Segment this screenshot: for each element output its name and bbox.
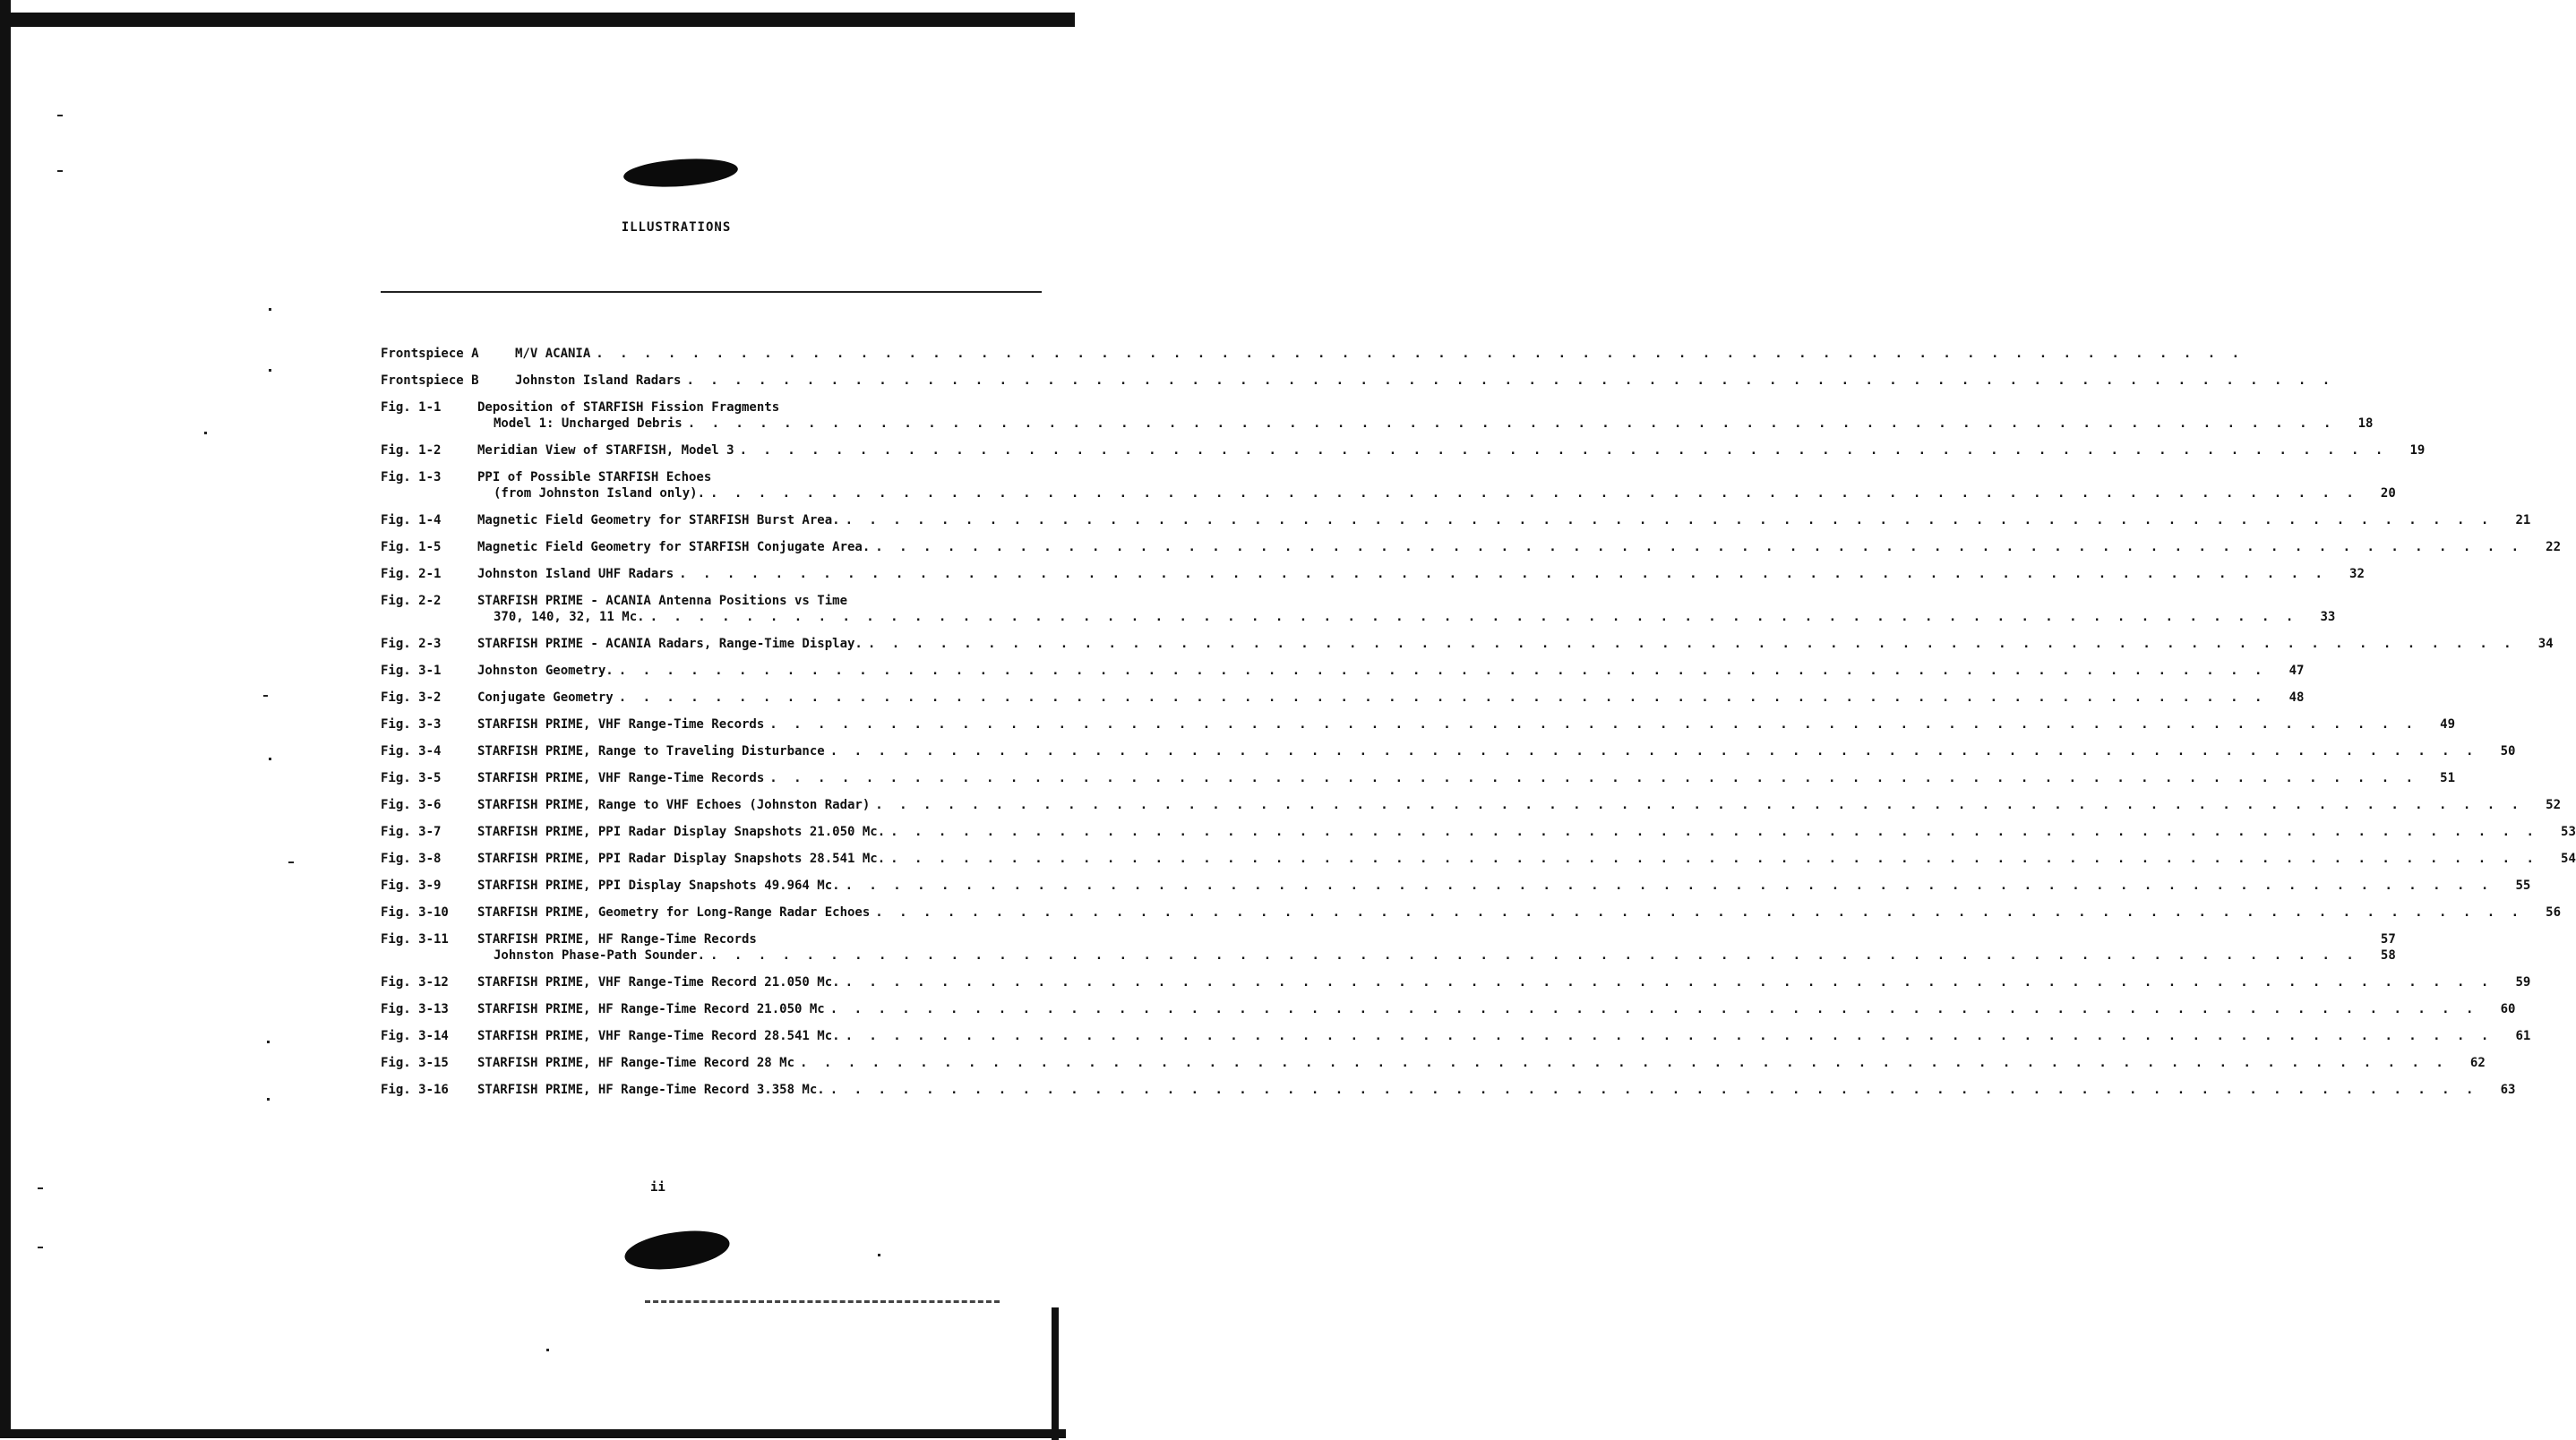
page-ref: 54 bbox=[2561, 852, 2576, 866]
scan-artifact-line bbox=[645, 1300, 1000, 1303]
page-ref: 57 bbox=[2380, 932, 2396, 947]
figure-label: Fig. 3-4 bbox=[381, 744, 442, 759]
dot-leader bbox=[830, 743, 2478, 759]
dot-leader bbox=[890, 851, 2538, 867]
figure-label: Fig. 3-15 bbox=[381, 1056, 449, 1070]
scan-speck bbox=[57, 170, 63, 172]
page-heading: ILLUSTRATIONS bbox=[621, 220, 732, 235]
heading-rule bbox=[381, 291, 1042, 293]
scan-speck bbox=[878, 1254, 880, 1256]
page-ref: 61 bbox=[2515, 1029, 2531, 1043]
figure-label: Fig. 3-10 bbox=[381, 905, 449, 920]
list-item bbox=[381, 824, 2576, 840]
page-ref: 58 bbox=[2380, 948, 2396, 963]
dot-leader bbox=[846, 512, 2494, 528]
dot-leader bbox=[596, 346, 2244, 362]
dot-leader bbox=[710, 485, 2358, 501]
list-item bbox=[381, 770, 2456, 786]
page-ref: 63 bbox=[2500, 1083, 2516, 1097]
list-item bbox=[381, 1055, 2486, 1071]
figure-label: Fig. 3-14 bbox=[381, 1029, 449, 1043]
dot-leader bbox=[769, 770, 2417, 786]
figure-label: Frontspiece B bbox=[381, 373, 479, 388]
list-item bbox=[381, 593, 2336, 625]
figure-label: Fig. 3-7 bbox=[381, 825, 442, 839]
dot-leader bbox=[875, 797, 2523, 813]
scan-border-left bbox=[0, 0, 11, 1433]
dot-leader bbox=[846, 974, 2494, 990]
page-ref: 55 bbox=[2515, 879, 2531, 893]
list-item bbox=[381, 904, 2562, 921]
list-item bbox=[381, 539, 2562, 555]
figure-caption: STARFISH PRIME, VHF Range-Time Record 28.541 Mc. bbox=[477, 1029, 840, 1043]
page-ref: 47 bbox=[2288, 664, 2305, 678]
dot-leader bbox=[619, 663, 2267, 679]
page-ref: 19 bbox=[2409, 443, 2426, 458]
redaction-mark-top bbox=[623, 156, 739, 191]
scan-speck bbox=[269, 369, 271, 372]
figure-caption: STARFISH PRIME - ACANIA Radars, Range-Time Display. bbox=[477, 637, 863, 651]
list-item bbox=[381, 1001, 2516, 1017]
scan-speck bbox=[269, 308, 271, 311]
dot-leader bbox=[740, 442, 2388, 459]
list-item bbox=[381, 690, 2305, 706]
redaction-mark-bottom bbox=[623, 1225, 732, 1275]
scan-speck bbox=[267, 1041, 270, 1043]
page-ref: 22 bbox=[2546, 540, 2562, 554]
list-item bbox=[381, 663, 2305, 679]
page-number: ii bbox=[650, 1180, 665, 1195]
page-ref: 51 bbox=[2440, 771, 2456, 785]
list-item bbox=[381, 931, 2396, 964]
page-ref: 53 bbox=[2561, 825, 2576, 839]
figure-caption: Meridian View of STARFISH, Model 3 bbox=[477, 443, 734, 458]
dot-leader bbox=[875, 904, 2523, 921]
list-item bbox=[381, 716, 2456, 733]
figure-label: Frontspiece A bbox=[381, 347, 479, 361]
figure-caption: STARFISH PRIME, VHF Range-Time Records bbox=[477, 717, 765, 732]
scan-speck bbox=[269, 758, 271, 760]
figure-caption: STARFISH PRIME, VHF Range-Time Records bbox=[477, 771, 765, 785]
dot-leader bbox=[769, 716, 2417, 733]
figure-caption: STARFISH PRIME - ACANIA Antenna Positions vs Time bbox=[477, 594, 848, 608]
page-ref: 48 bbox=[2288, 690, 2305, 705]
list-item bbox=[381, 469, 2396, 501]
figure-caption: STARFISH PRIME, PPI Radar Display Snapshots 21.050 Mc. bbox=[477, 825, 886, 839]
list-item bbox=[381, 636, 2554, 652]
figure-caption: Model 1: Uncharged Debris bbox=[494, 416, 683, 431]
list-item bbox=[381, 974, 2531, 990]
figure-label: Fig. 3-16 bbox=[381, 1083, 449, 1097]
list-item bbox=[381, 512, 2531, 528]
scan-speck bbox=[546, 1349, 549, 1351]
dot-leader bbox=[688, 416, 2336, 432]
figure-caption: Johnston Island UHF Radars bbox=[477, 567, 674, 581]
page-ref: 52 bbox=[2546, 798, 2562, 812]
figure-caption: Deposition of STARFISH Fission Fragments bbox=[477, 400, 780, 415]
list-item bbox=[381, 442, 2426, 459]
dot-leader bbox=[686, 373, 2334, 389]
figure-caption: STARFISH PRIME, HF Range-Time Record 28 Mc bbox=[477, 1056, 795, 1070]
dot-leader bbox=[830, 1001, 2478, 1017]
figure-label: Fig. 3-3 bbox=[381, 717, 442, 732]
dot-leader bbox=[710, 947, 2358, 964]
figure-caption: Magnetic Field Geometry for STARFISH Burst Area. bbox=[477, 513, 840, 527]
scan-speck bbox=[263, 695, 268, 697]
figure-caption: STARFISH PRIME, Geometry for Long-Range Radar Echoes bbox=[477, 905, 871, 920]
page-ref: 59 bbox=[2515, 975, 2531, 990]
page-ref: 21 bbox=[2515, 513, 2531, 527]
dot-leader bbox=[800, 1055, 2448, 1071]
page-ref: 20 bbox=[2380, 486, 2396, 501]
page-ref bbox=[2249, 346, 2281, 362]
page-ref: 56 bbox=[2546, 905, 2562, 920]
figure-caption: STARFISH PRIME, PPI Display Snapshots 49.964 Mc. bbox=[477, 879, 840, 893]
figure-label: Fig. 3-12 bbox=[381, 975, 449, 990]
scan-speck bbox=[38, 1247, 43, 1248]
dot-leader bbox=[868, 636, 2516, 652]
figure-caption: STARFISH PRIME, VHF Range-Time Record 21.050 Mc. bbox=[477, 975, 840, 990]
page-ref: 49 bbox=[2440, 717, 2456, 732]
figure-caption: Johnston Island Radars bbox=[515, 373, 682, 388]
figure-caption: STARFISH PRIME, HF Range-Time Records bbox=[477, 932, 757, 947]
page-ref: 33 bbox=[2320, 610, 2336, 624]
figure-label: Fig. 3-1 bbox=[381, 664, 442, 678]
figure-label: Fig. 1-4 bbox=[381, 513, 442, 527]
figure-label: Fig. 1-5 bbox=[381, 540, 442, 554]
illustrations-list bbox=[381, 346, 2576, 1109]
figure-label: Fig. 3-8 bbox=[381, 852, 442, 866]
figure-caption: 370, 140, 32, 11 Mc. bbox=[494, 610, 645, 624]
figure-caption: STARFISH PRIME, HF Range-Time Record 21.050 Mc bbox=[477, 1002, 825, 1016]
figure-label: Fig. 3-2 bbox=[381, 690, 442, 705]
list-item bbox=[381, 851, 2576, 867]
figure-caption: Johnston Geometry. bbox=[477, 664, 614, 678]
list-item bbox=[381, 346, 1026, 362]
figure-label: Fig. 3-9 bbox=[381, 879, 442, 893]
scan-border-right bbox=[1052, 1307, 1059, 1440]
page-ref: 60 bbox=[2500, 1002, 2516, 1016]
scan-speck bbox=[38, 1187, 43, 1189]
list-item bbox=[381, 373, 1026, 389]
scan-speck bbox=[288, 861, 294, 863]
figure-label: Fig. 3-6 bbox=[381, 798, 442, 812]
figure-caption: M/V ACANIA bbox=[515, 347, 591, 361]
page-ref: 18 bbox=[2357, 416, 2374, 431]
list-item bbox=[381, 1082, 2516, 1098]
figure-caption: Johnston Phase-Path Sounder. bbox=[494, 948, 706, 963]
scan-border-bottom bbox=[0, 1429, 1066, 1438]
figure-label: Fig. 3-11 bbox=[381, 932, 449, 947]
dot-leader bbox=[846, 1028, 2494, 1044]
scan-speck bbox=[267, 1098, 270, 1101]
figure-label: Fig. 2-3 bbox=[381, 637, 442, 651]
figure-label: Fig. 3-13 bbox=[381, 1002, 449, 1016]
figure-caption: PPI of Possible STARFISH Echoes bbox=[477, 470, 712, 484]
scan-border-top bbox=[0, 13, 1075, 27]
figure-caption: STARFISH PRIME, PPI Radar Display Snapshots 28.541 Mc. bbox=[477, 852, 886, 866]
list-item bbox=[381, 566, 2365, 582]
dot-leader bbox=[679, 566, 2327, 582]
figure-caption: Magnetic Field Geometry for STARFISH Conjugate Area. bbox=[477, 540, 871, 554]
figure-caption: STARFISH PRIME, HF Range-Time Record 3.358 Mc. bbox=[477, 1083, 825, 1097]
page-ref: 62 bbox=[2469, 1056, 2486, 1070]
dot-leader bbox=[830, 1082, 2478, 1098]
page-ref: 34 bbox=[2537, 637, 2554, 651]
dot-leader bbox=[650, 609, 2298, 625]
dot-leader bbox=[890, 824, 2538, 840]
figure-label: Fig. 2-2 bbox=[381, 594, 442, 608]
figure-label: Fig. 2-1 bbox=[381, 567, 442, 581]
page-ref: 32 bbox=[2349, 567, 2365, 581]
list-item bbox=[381, 399, 2374, 432]
list-item bbox=[381, 797, 2562, 813]
figure-label: Fig. 1-1 bbox=[381, 400, 442, 415]
figure-caption: STARFISH PRIME, Range to VHF Echoes (Johnston Radar) bbox=[477, 798, 871, 812]
list-item bbox=[381, 743, 2516, 759]
page-ref bbox=[2340, 373, 2372, 389]
figure-label: Fig. 1-3 bbox=[381, 470, 442, 484]
scan-speck bbox=[57, 115, 63, 116]
list-item bbox=[381, 1028, 2531, 1044]
page-ref: 50 bbox=[2500, 744, 2516, 759]
dot-leader bbox=[619, 690, 2267, 706]
dot-leader bbox=[846, 878, 2494, 894]
figure-label: Fig. 1-2 bbox=[381, 443, 442, 458]
scan-speck bbox=[204, 432, 207, 434]
dot-leader bbox=[875, 539, 2523, 555]
list-item bbox=[381, 878, 2531, 894]
figure-label: Fig. 3-5 bbox=[381, 771, 442, 785]
figure-caption: (from Johnston Island only). bbox=[494, 486, 706, 501]
figure-caption: STARFISH PRIME, Range to Traveling Disturbance bbox=[477, 744, 825, 759]
figure-caption: Conjugate Geometry bbox=[477, 690, 614, 705]
